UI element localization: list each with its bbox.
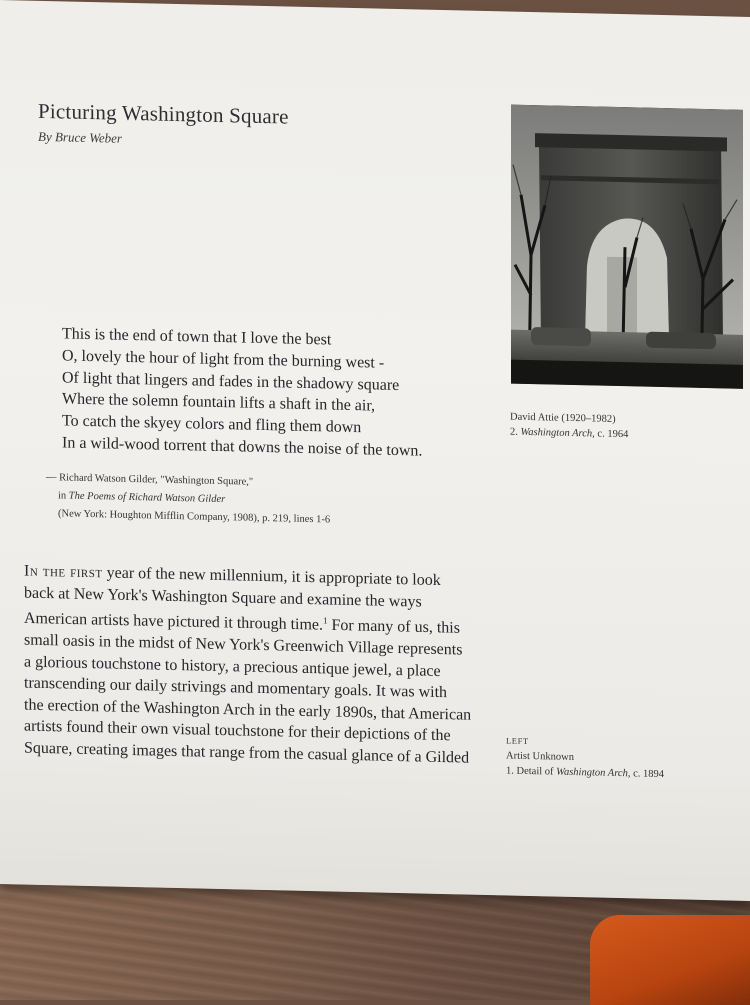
- body-line-text: year of the new millennium, it is appropriate to look: [102, 564, 441, 590]
- attribution-in: in: [58, 490, 69, 502]
- left-caption-title: Washington Arch: [556, 766, 628, 780]
- photo-caption-date: , c. 1964: [592, 428, 629, 441]
- arch-photo-illustration: [511, 105, 743, 389]
- body-line: artists found their own visual touchstone for their depictions of the: [24, 718, 451, 745]
- body-line: a glorious touchstone to history, a precious antique jewel, a place: [24, 653, 441, 680]
- article-body: [24, 561, 494, 770]
- orange-cloth: [590, 915, 750, 1005]
- body-line: small oasis in the midst of New York's Greenwich Village represents: [24, 631, 463, 659]
- attribution-publication: (New York: Houghton Mifflin Company, 1908), p. 219, lines 1-6: [58, 508, 331, 526]
- attribution-book-title: The Poems of Richard Watson Gilder: [68, 490, 226, 506]
- attribution-author: — Richard Watson Gilder, "Washington Square,": [46, 472, 254, 488]
- poem-line: Where the solemn fountain lifts a shaft in the air,: [62, 390, 376, 415]
- washington-arch-photo: [511, 105, 743, 389]
- poem-line: O, lovely the hour of light from the burning west -: [62, 347, 385, 372]
- poem-attribution: [46, 469, 330, 529]
- left-image-caption: [506, 733, 664, 782]
- left-caption-date: , c. 1894: [627, 768, 664, 781]
- left-caption-artist: Artist Unknown: [506, 750, 574, 764]
- photo-caption: [510, 410, 628, 443]
- article-byline: By Bruce Weber: [38, 128, 122, 146]
- poem-epigraph: [62, 323, 482, 463]
- body-line: back at New York's Washington Square and examine the ways: [24, 584, 422, 611]
- footnote-marker: 1: [323, 615, 328, 626]
- photo-caption-artist: David Attie (1920–1982): [510, 411, 616, 425]
- left-caption-prefix: 1. Detail of: [506, 765, 557, 778]
- article-title: Picturing Washington Square: [38, 98, 289, 129]
- left-position-label: LEFT: [506, 735, 529, 746]
- poem-line: This is the end of town that I love the best: [62, 325, 332, 349]
- poem-line: In a wild-wood torrent that downs the noise of the town.: [62, 434, 423, 460]
- body-line-text: American artists have pictured it through time.: [24, 610, 324, 634]
- body-line: the erection of the Washington Arch in the early 1890s, that American: [24, 696, 472, 724]
- photo-caption-work: [510, 425, 628, 443]
- lead-in-smallcaps: In the first: [24, 562, 103, 582]
- photo-caption-title: Washington Arch: [520, 426, 593, 440]
- poem-line: To catch the skyey colors and fling them down: [62, 412, 362, 437]
- body-line-text: For many of us, this: [327, 616, 460, 637]
- body-line: transcending our daily strivings and momentary goals. It was with: [24, 674, 448, 702]
- left-caption-work: [506, 763, 664, 782]
- poem-line: Of light that lingers and fades in the shadowy square: [62, 369, 400, 394]
- photo-caption-number: 2.: [510, 426, 521, 438]
- body-line: Square, creating images that range from the casual glance of a Gilded: [24, 739, 470, 767]
